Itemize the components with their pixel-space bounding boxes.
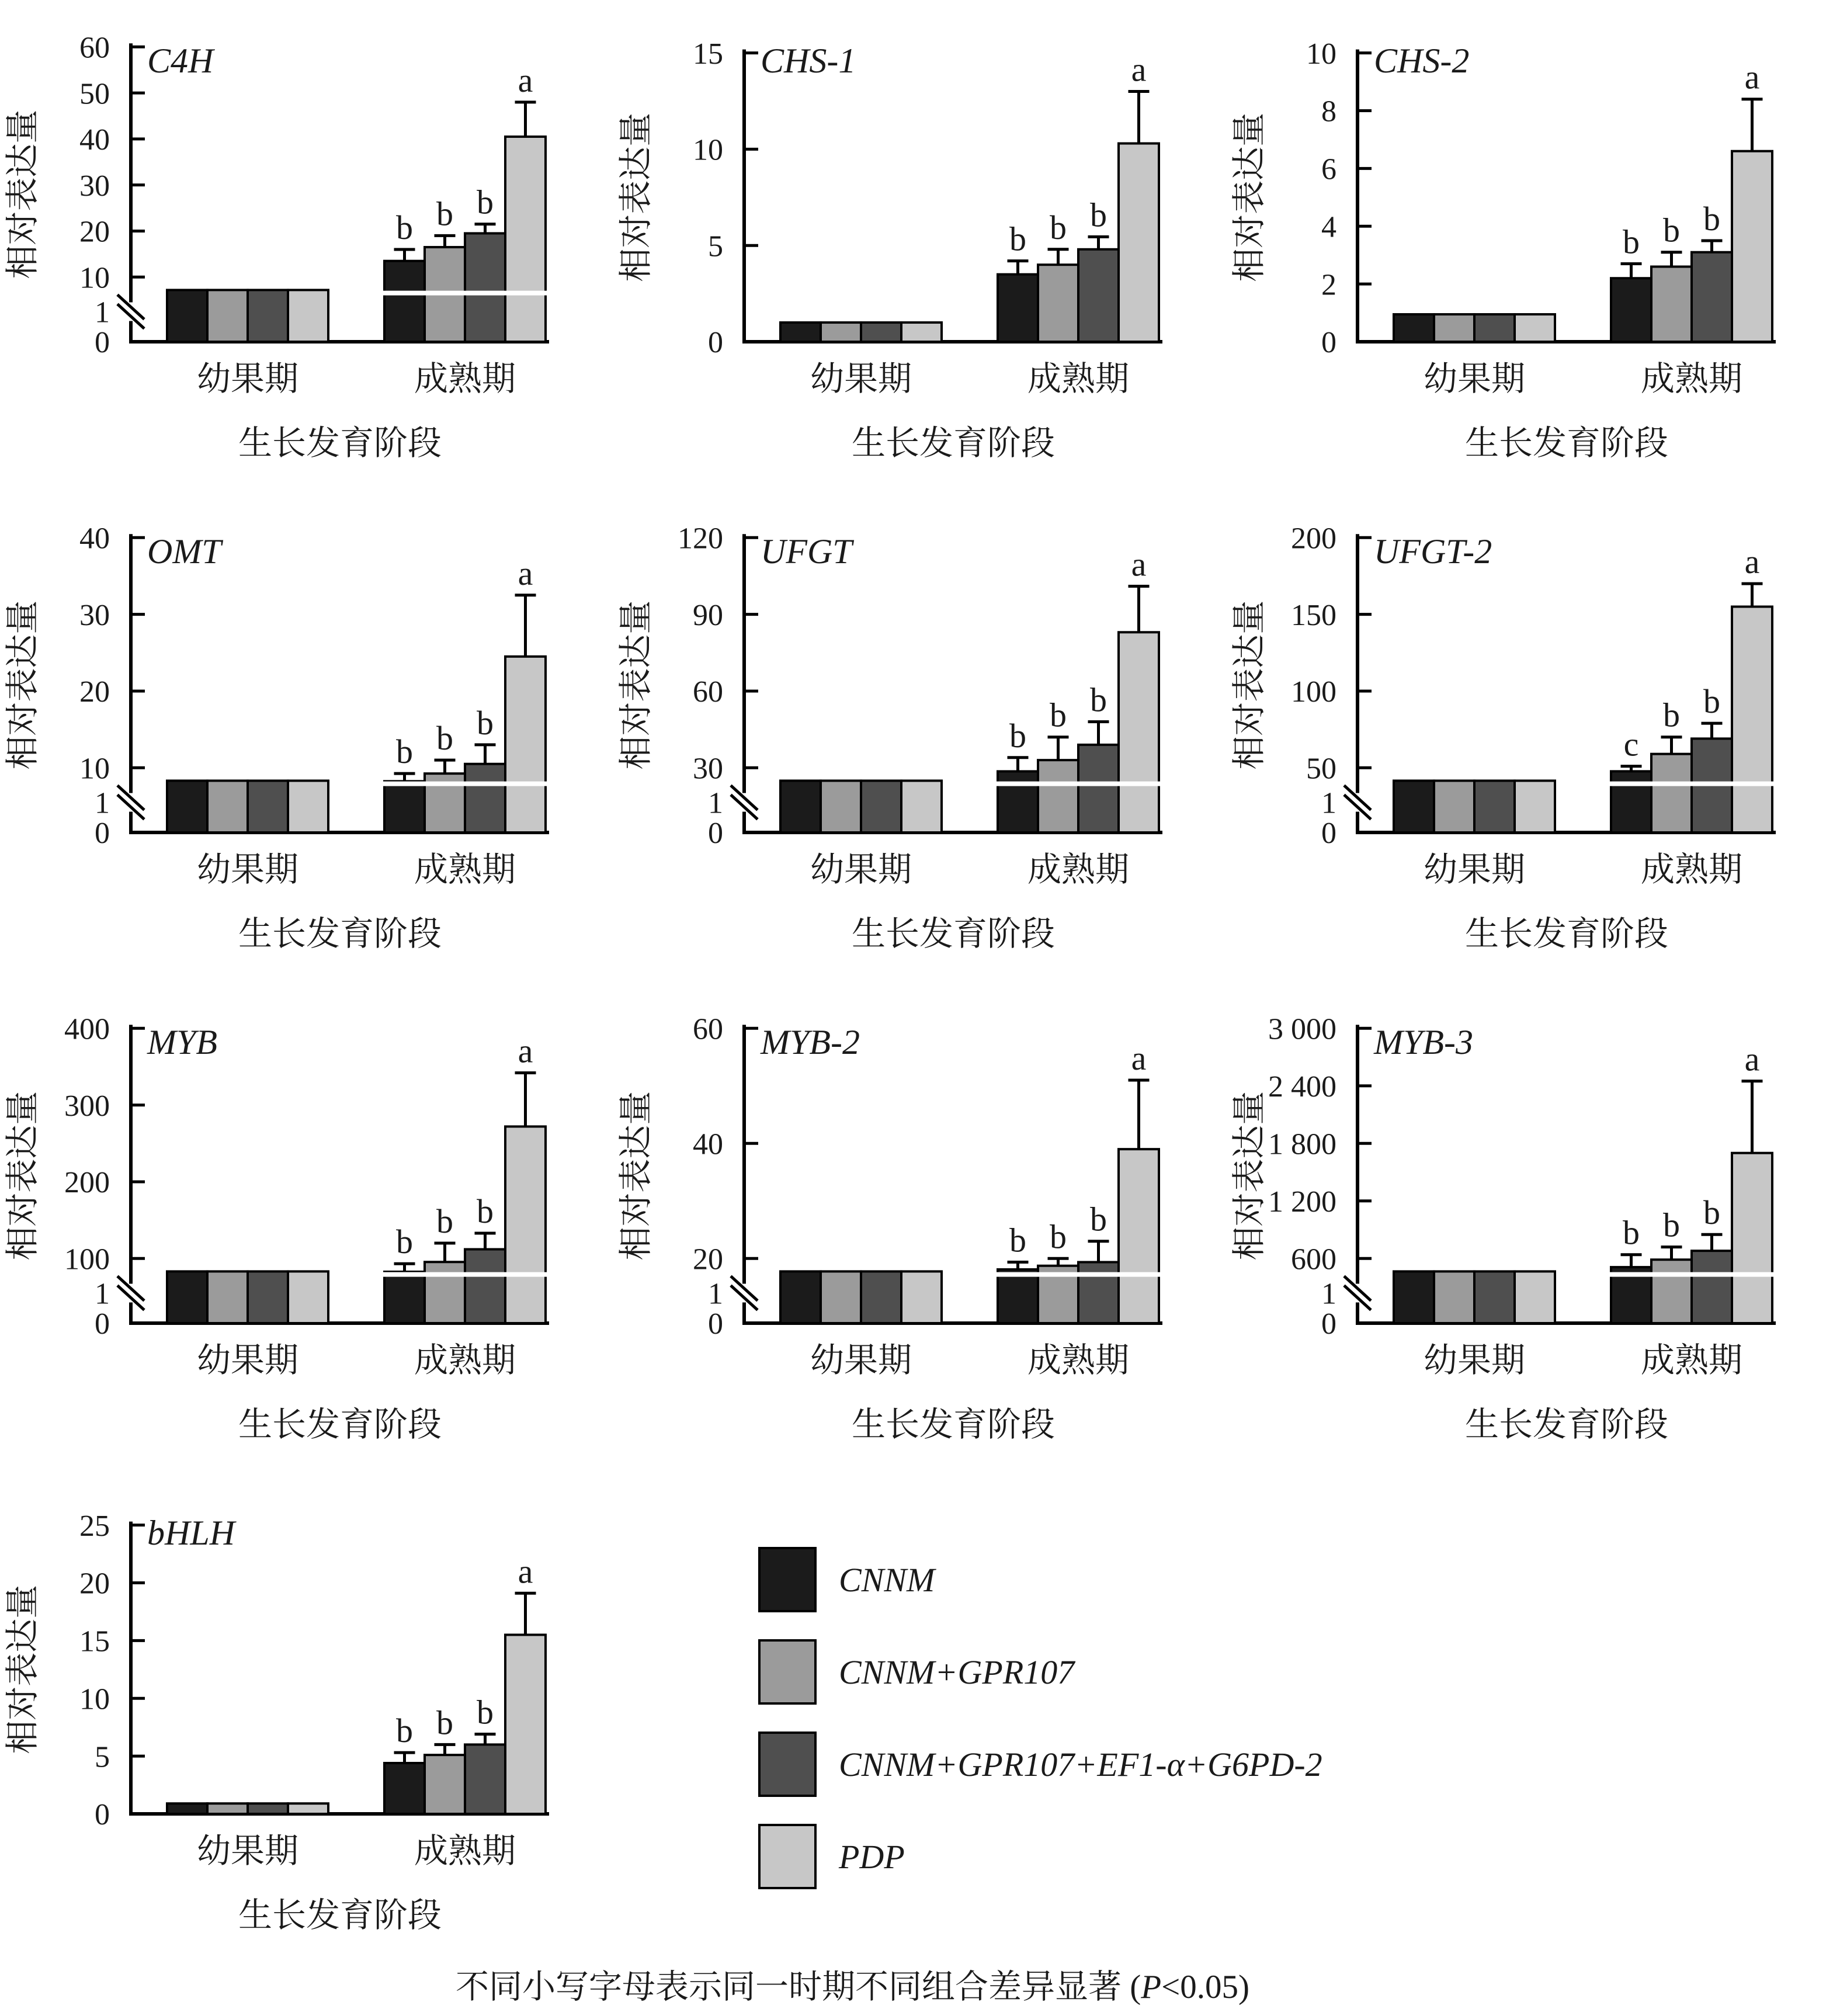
significance-letter: b: [1090, 681, 1107, 719]
significance-letter: b: [477, 183, 494, 221]
chart-canvas-OMT: [0, 491, 613, 981]
significance-letter: b: [1663, 1206, 1680, 1244]
bar-mature-s0: [1611, 278, 1651, 342]
y-tick-label: 0: [1321, 1307, 1336, 1341]
x-category-label: 成熟期: [1640, 851, 1743, 889]
chart-cell-myb: [0, 981, 613, 1472]
bar-young-s2: [248, 1271, 288, 1323]
significance-letter: a: [1131, 545, 1147, 584]
y-tick-label: 25: [79, 1509, 110, 1543]
bar-young-s2: [248, 780, 288, 832]
chart-title: UFGT: [761, 532, 852, 571]
x-category-label: 幼果期: [196, 360, 299, 398]
significance-letter: b: [1050, 1217, 1067, 1256]
x-category-label: 成熟期: [414, 1832, 516, 1870]
bar-young-s1: [1434, 780, 1474, 832]
chart-cell-chs-2: [1227, 0, 1840, 491]
y-tick-label: 150: [1291, 598, 1336, 632]
bar-young-s0: [780, 1271, 821, 1323]
bar-young-s3: [1515, 314, 1555, 342]
y-axis-title: 相对表达量: [4, 1091, 41, 1261]
legend-label-3: PDP: [839, 1837, 905, 1876]
y-tick-label: 1: [95, 1277, 110, 1311]
bar-mature-s3: [505, 137, 546, 342]
y-tick-label: 1 200: [1268, 1185, 1336, 1219]
chart-cell-chs-1: [613, 0, 1227, 491]
bar-mature-s0: [384, 1763, 425, 1814]
bar-mature-s2: [465, 1250, 505, 1323]
x-category-label: 幼果期: [196, 851, 299, 889]
bar-young-s2: [861, 322, 901, 342]
bar-young-s1: [207, 1803, 248, 1814]
bar-mature-s1: [1651, 1259, 1692, 1323]
chart-title: CHS-2: [1374, 41, 1470, 80]
bar-young-s0: [167, 1271, 207, 1323]
bar-mature-s3: [1119, 144, 1159, 342]
x-axis-title: 生长发育阶段: [1464, 915, 1669, 953]
y-tick-label: 200: [1291, 522, 1336, 556]
bar-mature-s0: [384, 261, 425, 342]
legend-item-0: [758, 1547, 1840, 1612]
bar-young-s3: [901, 1271, 942, 1323]
y-tick-label: 100: [64, 1243, 110, 1276]
y-axis-title: 相对表达量: [4, 109, 41, 279]
bar-mature-s2: [1078, 745, 1119, 832]
legend-swatch-0: [758, 1547, 817, 1612]
bar-young-s0: [1394, 314, 1434, 342]
bar-mature-s3: [1119, 632, 1159, 832]
y-tick-label: 15: [693, 37, 723, 71]
y-tick-label: 40: [79, 522, 110, 556]
significance-letter: b: [1050, 208, 1067, 247]
y-tick-label: 0: [1321, 326, 1336, 360]
bar-mature-s1: [1651, 266, 1692, 342]
significance-letter: b: [477, 703, 494, 742]
chart-title: UFGT-2: [1374, 532, 1492, 571]
caption-text-before: 不同小写字母表示同一时期不同组合差异显著 (: [456, 1969, 1141, 2005]
legend-label-0: CNNM: [839, 1560, 935, 1599]
legend-item-1: [758, 1639, 1840, 1705]
x-category-label: 幼果期: [1423, 360, 1526, 398]
y-tick-label: 200: [64, 1166, 110, 1200]
bar-mature-s0: [384, 1272, 425, 1323]
y-tick-label: 1: [1321, 1277, 1336, 1311]
x-category-label: 幼果期: [810, 1341, 912, 1379]
significance-letter: b: [1623, 223, 1640, 261]
bar-mature-s1: [1038, 760, 1078, 832]
legend-label-2: CNNM+GPR107+EF1-α+G6PD-2: [839, 1745, 1322, 1783]
y-tick-label: 600: [1291, 1243, 1336, 1276]
significance-letter: b: [1009, 716, 1026, 755]
significance-letter: b: [1090, 1200, 1107, 1238]
significance-letter: b: [1663, 696, 1680, 734]
bar-mature-s2: [465, 1744, 505, 1814]
bar-mature-s1: [425, 1262, 465, 1323]
y-tick-label: 4: [1321, 210, 1336, 244]
y-tick-label: 0: [708, 326, 723, 360]
significance-letter: b: [396, 1712, 413, 1750]
y-tick-label: 60: [693, 1012, 723, 1046]
x-category-label: 成熟期: [414, 360, 516, 398]
bar-mature-s0: [998, 275, 1038, 342]
y-axis-title: 相对表达量: [617, 1091, 655, 1261]
bar-young-s1: [1434, 314, 1474, 342]
legend: [613, 1472, 1840, 1963]
bar-young-s1: [207, 290, 248, 342]
bar-young-s1: [207, 1271, 248, 1323]
x-axis-title: 生长发育阶段: [851, 424, 1056, 462]
bar-young-s2: [861, 780, 901, 832]
y-tick-label: 30: [79, 169, 110, 203]
y-tick-label: 40: [693, 1127, 723, 1161]
bar-mature-s2: [465, 233, 505, 342]
significance-letter: a: [1744, 58, 1760, 96]
chart-canvas-MYB-3: [1227, 981, 1840, 1472]
x-category-label: 成熟期: [1027, 851, 1130, 889]
significance-letter: b: [1090, 196, 1107, 234]
bar-mature-s2: [1692, 1251, 1732, 1323]
legend-item-3: [758, 1824, 1840, 1889]
significance-letter: a: [1744, 1040, 1760, 1078]
x-axis-title: 生长发育阶段: [1464, 1406, 1669, 1444]
chart-cell-myb-3: [1227, 981, 1840, 1472]
x-axis-title: 生长发育阶段: [238, 424, 442, 462]
y-tick-label: 300: [64, 1089, 110, 1123]
significance-letter: b: [1623, 1213, 1640, 1252]
bar-mature-s3: [505, 657, 546, 832]
x-axis-title: 生长发育阶段: [238, 1406, 442, 1444]
chart-cell-ufgt: [613, 491, 1227, 981]
x-axis-title: 生长发育阶段: [1464, 424, 1669, 462]
chart-title: CHS-1: [761, 41, 856, 80]
legend-swatch-2: [758, 1732, 817, 1797]
chart-title: C4H: [147, 41, 214, 80]
y-tick-label: 1: [95, 786, 110, 820]
y-tick-label: 1: [1321, 786, 1336, 820]
legend-label-1: CNNM+GPR107: [839, 1653, 1075, 1691]
bar-young-s2: [248, 290, 288, 342]
significance-letter: b: [1050, 696, 1067, 734]
y-axis-title: 相对表达量: [4, 600, 41, 770]
y-axis-title: 相对表达量: [1230, 600, 1268, 770]
chart-canvas-UFGT-2: [1227, 491, 1840, 981]
y-tick-label: 20: [693, 1243, 723, 1276]
bar-young-s0: [1394, 780, 1434, 832]
y-tick-label: 5: [708, 230, 723, 263]
y-tick-label: 60: [693, 675, 723, 709]
significance-letter: b: [396, 1223, 413, 1261]
significance-letter: b: [477, 1192, 494, 1230]
bar-young-s1: [207, 780, 248, 832]
bar-young-s3: [288, 1803, 328, 1814]
chart-cell-omt: [0, 491, 613, 981]
bar-young-s3: [1515, 1271, 1555, 1323]
bar-young-s2: [248, 1803, 288, 1814]
x-category-label: 幼果期: [196, 1341, 299, 1379]
x-category-label: 幼果期: [810, 360, 912, 398]
y-tick-label: 20: [79, 675, 110, 709]
bar-mature-s2: [1078, 1262, 1119, 1323]
bar-young-s3: [901, 780, 942, 832]
x-category-label: 幼果期: [1423, 1341, 1526, 1379]
y-tick-label: 10: [79, 752, 110, 786]
x-category-label: 幼果期: [810, 851, 912, 889]
chart-title: bHLH: [147, 1514, 235, 1552]
x-category-label: 幼果期: [196, 1832, 299, 1870]
legend-swatch-1: [758, 1639, 817, 1705]
x-category-label: 成熟期: [414, 1341, 516, 1379]
significance-letter: b: [1703, 682, 1720, 721]
y-tick-label: 50: [1306, 752, 1336, 786]
bar-young-s2: [1474, 1271, 1515, 1323]
y-tick-label: 400: [64, 1012, 110, 1046]
chart-cell-ufgt-2: [1227, 491, 1840, 981]
y-axis-title: 相对表达量: [1230, 112, 1268, 282]
significance-letter: a: [518, 1032, 533, 1070]
y-tick-label: 0: [708, 1307, 723, 1341]
bar-young-s0: [1394, 1271, 1434, 1323]
bar-young-s1: [821, 322, 861, 342]
significance-letter: b: [436, 1202, 453, 1241]
bar-young-s3: [288, 780, 328, 832]
caption-p-symbol: P: [1141, 1969, 1162, 2005]
y-tick-label: 8: [1321, 95, 1336, 129]
significance-letter: b: [1703, 199, 1720, 238]
chart-canvas-MYB-2: [613, 981, 1227, 1472]
y-tick-label: 15: [79, 1625, 110, 1658]
bar-young-s1: [821, 780, 861, 832]
bar-young-s0: [780, 322, 821, 342]
y-axis-title: 相对表达量: [617, 600, 655, 770]
y-tick-label: 0: [95, 326, 110, 360]
significance-letter: a: [518, 1552, 533, 1591]
y-tick-label: 60: [79, 31, 110, 65]
x-category-label: 成熟期: [1027, 360, 1130, 398]
significance-letter: b: [436, 1703, 453, 1742]
bar-mature-s3: [1732, 151, 1772, 342]
significance-letter: b: [436, 719, 453, 758]
bar-mature-s2: [1692, 252, 1732, 342]
y-tick-label: 2: [1321, 268, 1336, 302]
bar-young-s3: [288, 290, 328, 342]
bar-mature-s2: [1078, 249, 1119, 342]
x-category-label: 成熟期: [1640, 1341, 1743, 1379]
bar-young-s2: [861, 1271, 901, 1323]
bar-mature-s1: [425, 1755, 465, 1814]
bar-mature-s3: [1732, 1153, 1772, 1323]
y-tick-label: 0: [95, 1307, 110, 1341]
chart-canvas-MYB: [0, 981, 613, 1472]
y-axis-title: 相对表达量: [617, 112, 655, 282]
y-axis-title: 相对表达量: [4, 1584, 41, 1754]
significance-letter: b: [477, 1693, 494, 1732]
y-tick-label: 3 000: [1268, 1012, 1336, 1046]
bar-mature-s0: [384, 781, 425, 832]
bar-mature-s1: [1651, 754, 1692, 832]
legend-swatch-3: [758, 1824, 817, 1889]
bar-young-s3: [901, 322, 942, 342]
bar-young-s3: [1515, 780, 1555, 832]
significance-letter: c: [1623, 725, 1639, 764]
significance-letter: b: [1703, 1193, 1720, 1232]
bar-mature-s3: [1732, 606, 1772, 832]
bar-mature-s0: [1611, 771, 1651, 832]
y-tick-label: 10: [1306, 37, 1336, 71]
bar-young-s3: [288, 1271, 328, 1323]
significance-letter: b: [436, 195, 453, 233]
y-tick-label: 1: [95, 296, 110, 329]
y-tick-label: 2 400: [1268, 1070, 1336, 1104]
significance-letter: a: [1131, 1039, 1147, 1077]
significance-letter: b: [396, 208, 413, 247]
chart-canvas-C4H: [0, 0, 613, 491]
x-category-label: 成熟期: [1027, 1341, 1130, 1379]
x-axis-title: 生长发育阶段: [238, 1896, 442, 1934]
x-axis-title: 生长发育阶段: [238, 915, 442, 953]
y-tick-label: 30: [693, 752, 723, 786]
significance-letter: a: [518, 61, 533, 99]
y-tick-label: 0: [95, 817, 110, 851]
bar-young-s0: [167, 1803, 207, 1814]
bar-young-s2: [1474, 314, 1515, 342]
bar-mature-s0: [998, 1269, 1038, 1323]
chart-title: MYB-2: [761, 1023, 860, 1061]
bar-young-s2: [1474, 780, 1515, 832]
y-tick-label: 120: [678, 522, 723, 556]
y-tick-label: 1: [708, 786, 723, 820]
chart-title: OMT: [147, 532, 221, 571]
bar-young-s0: [780, 780, 821, 832]
y-tick-label: 10: [693, 133, 723, 167]
x-category-label: 幼果期: [1423, 851, 1526, 889]
x-category-label: 成熟期: [1640, 360, 1743, 398]
significance-letter: a: [518, 554, 533, 592]
significance-letter: a: [1744, 543, 1760, 581]
chart-cell-myb-2: [613, 981, 1227, 1472]
chart-canvas-CHS-1: [613, 0, 1227, 491]
y-tick-label: 0: [95, 1798, 110, 1832]
significance-letter: b: [396, 733, 413, 771]
y-tick-label: 1 800: [1268, 1127, 1336, 1161]
significance-letter: b: [1663, 211, 1680, 249]
y-tick-label: 1: [708, 1277, 723, 1311]
significance-letter: b: [1009, 220, 1026, 258]
y-tick-label: 6: [1321, 152, 1336, 186]
y-tick-label: 10: [79, 1682, 110, 1716]
bar-mature-s0: [998, 771, 1038, 832]
bar-mature-s3: [505, 1635, 546, 1814]
bar-young-s1: [1434, 1271, 1474, 1323]
y-tick-label: 50: [79, 77, 110, 111]
y-tick-label: 40: [79, 123, 110, 157]
y-tick-label: 5: [95, 1740, 110, 1774]
x-category-label: 成熟期: [414, 851, 516, 889]
chart-cell-c4h: [0, 0, 613, 491]
y-tick-label: 10: [79, 261, 110, 295]
bar-young-s1: [821, 1271, 861, 1323]
chart-cell-bhlh: [0, 1472, 613, 1963]
bar-mature-s2: [465, 764, 505, 832]
chart-title: MYB-3: [1374, 1023, 1473, 1061]
y-tick-label: 30: [79, 598, 110, 632]
y-tick-label: 20: [79, 215, 110, 249]
chart-canvas-bHLH: [0, 1472, 613, 1963]
y-tick-label: 0: [1321, 817, 1336, 851]
figure-caption: [456, 1966, 1840, 2008]
y-tick-label: 0: [708, 817, 723, 851]
y-tick-label: 100: [1291, 675, 1336, 709]
bar-mature-s3: [1119, 1149, 1159, 1323]
bar-young-s0: [167, 290, 207, 342]
chart-title: MYB: [147, 1023, 217, 1061]
x-axis-title: 生长发育阶段: [851, 915, 1056, 953]
chart-canvas-UFGT: [613, 491, 1227, 981]
y-tick-label: 20: [79, 1567, 110, 1601]
significance-letter: a: [1131, 50, 1147, 89]
legend-item-2: [758, 1732, 1840, 1797]
y-tick-label: 90: [693, 598, 723, 632]
caption-text-after: <0.05): [1161, 1969, 1249, 2005]
significance-letter: b: [1009, 1221, 1026, 1259]
bar-young-s0: [167, 780, 207, 832]
chart-canvas-CHS-2: [1227, 0, 1840, 491]
bar-mature-s1: [1038, 265, 1078, 342]
bar-mature-s3: [505, 1126, 546, 1323]
x-axis-title: 生长发育阶段: [851, 1406, 1056, 1444]
y-axis-title: 相对表达量: [1230, 1091, 1268, 1261]
